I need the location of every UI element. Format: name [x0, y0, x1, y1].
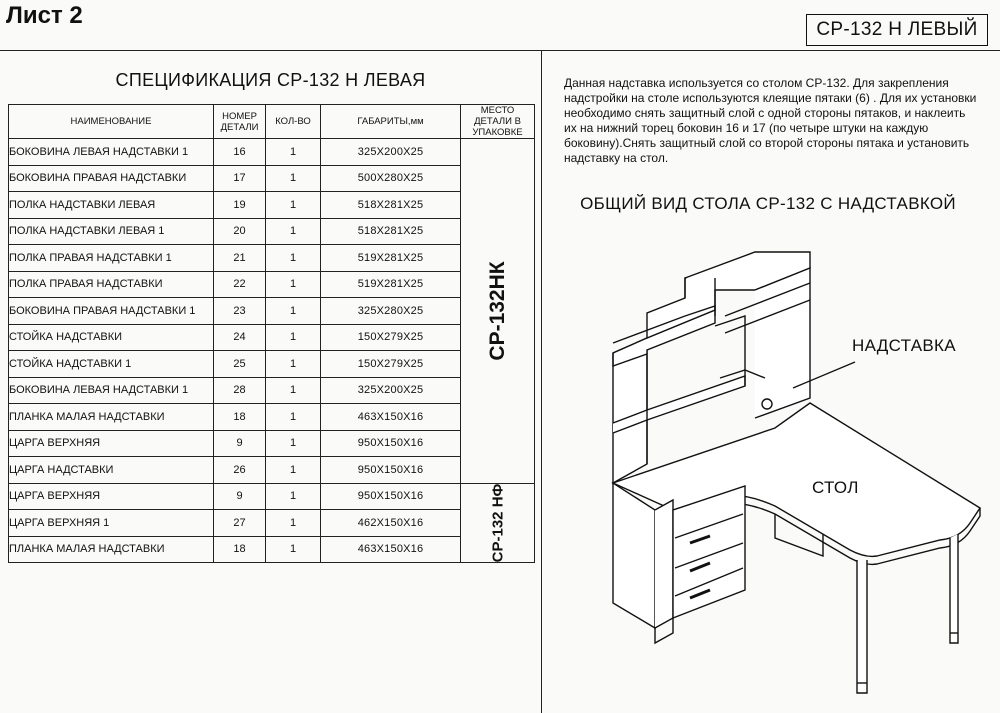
- cell-name: ПОЛКА ПРАВАЯ НАДСТАВКИ 1: [9, 245, 214, 272]
- cell-qty: 1: [266, 324, 321, 351]
- cell-name: БОКОВИНА ПРАВАЯ НАДСТАВКИ 1: [9, 298, 214, 325]
- cell-num: 18: [214, 404, 266, 431]
- cell-dims: 150Х279Х25: [321, 324, 461, 351]
- cell-dims: 463Х150Х16: [321, 536, 461, 563]
- cell-num: 22: [214, 271, 266, 298]
- cell-qty: 1: [266, 351, 321, 378]
- hutch-leader: [793, 362, 855, 388]
- cell-dims: 325Х200Х25: [321, 377, 461, 404]
- cell-name: БОКОВИНА ПРАВАЯ НАДСТАВКИ: [9, 165, 214, 192]
- label-hutch: НАДСТАВКА: [852, 336, 956, 355]
- cell-dims: 950Х150Х16: [321, 430, 461, 457]
- cell-dims: 519Х281Х25: [321, 271, 461, 298]
- cell-num: 17: [214, 165, 266, 192]
- cell-dims: 325Х200Х25: [321, 139, 461, 166]
- cell-name: ПОЛКА НАДСТАВКИ ЛЕВАЯ: [9, 192, 214, 219]
- cell-name: ПОЛКА ПРАВАЯ НАДСТАВКИ: [9, 271, 214, 298]
- cell-qty: 1: [266, 377, 321, 404]
- cell-dims: 950Х150Х16: [321, 483, 461, 510]
- cell-qty: 1: [266, 218, 321, 245]
- cell-num: 21: [214, 245, 266, 272]
- cell-num: 16: [214, 139, 266, 166]
- col-name-header: НАИМЕНОВАНИЕ: [9, 105, 214, 139]
- cell-dims: 519Х281Х25: [321, 245, 461, 272]
- cell-qty: 1: [266, 192, 321, 219]
- cell-dims: 518Х281Х25: [321, 192, 461, 219]
- cell-name: ПЛАНКА МАЛАЯ НАДСТАВКИ: [9, 404, 214, 431]
- cell-name: ПОЛКА НАДСТАВКИ ЛЕВАЯ 1: [9, 218, 214, 245]
- cell-dims: 463Х150Х16: [321, 404, 461, 431]
- cell-qty: 1: [266, 510, 321, 537]
- cell-qty: 1: [266, 271, 321, 298]
- cell-dims: 500Х280Х25: [321, 165, 461, 192]
- cell-name: ЦАРГА ВЕРХНЯЯ: [9, 430, 214, 457]
- cell-qty: 1: [266, 298, 321, 325]
- cell-qty: 1: [266, 165, 321, 192]
- view-title: ОБЩИЙ ВИД СТОЛА СР-132 С НАДСТАВКОЙ: [580, 194, 956, 213]
- cell-name: ЦАРГА ВЕРХНЯЯ 1: [9, 510, 214, 537]
- col-qty-header: КОЛ-ВО: [266, 105, 321, 139]
- cell-name: СТОЙКА НАДСТАВКИ: [9, 324, 214, 351]
- cell-num: 19: [214, 192, 266, 219]
- cell-qty: 1: [266, 483, 321, 510]
- cell-num: 9: [214, 430, 266, 457]
- spec-title: СПЕЦИФИКАЦИЯ СР-132 Н ЛЕВАЯ: [115, 70, 426, 90]
- cell-dims: 462Х150Х16: [321, 510, 461, 537]
- cell-qty: 1: [266, 430, 321, 457]
- cell-dims: 950Х150Х16: [321, 457, 461, 484]
- col-num-header: НОМЕР ДЕТАЛИ: [214, 105, 266, 139]
- col-pack-header: МЕСТО ДЕТАЛИ В УПАКОВКЕ: [461, 105, 535, 139]
- cell-dims: 518Х281Х25: [321, 218, 461, 245]
- cell-dims: 150Х279Х25: [321, 351, 461, 378]
- cell-num: 27: [214, 510, 266, 537]
- cell-name: БОКОВИНА ЛЕВАЯ НАДСТАВКИ 1: [9, 139, 214, 166]
- cell-qty: 1: [266, 536, 321, 563]
- cell-qty: 1: [266, 245, 321, 272]
- cell-qty: 1: [266, 404, 321, 431]
- cell-num: 26: [214, 457, 266, 484]
- cell-num: 9: [214, 483, 266, 510]
- cell-name: СТОЙКА НАДСТАВКИ 1: [9, 351, 214, 378]
- assembly-note: Данная надставка используется со столом СР-132. Для закрепления надстройки на столе используются клеящие пятаки (6) . Для их установки необходимо снять защитный слой с одной стороны пятаков, и наклеить их на нижний торец боковин 16 и 17 (по четыре штуки на каждую боковину).Снять защитный слой со второй стороны пятака и установить надставку на стол.: [564, 76, 977, 165]
- cell-num: 24: [214, 324, 266, 351]
- cell-name: ЦАРГА ВЕРХНЯЯ: [9, 483, 214, 510]
- cell-name: ЦАРГА НАДСТАВКИ: [9, 457, 214, 484]
- pack-group-label: СР-132 НФ: [489, 483, 506, 563]
- label-desk: СТОЛ: [812, 478, 859, 497]
- cell-num: 20: [214, 218, 266, 245]
- pack-group-label: СР-132НК: [485, 261, 509, 361]
- cell-num: 28: [214, 377, 266, 404]
- sheet-label: Лист 2: [6, 2, 83, 29]
- col-dims-header: ГАБАРИТЫ,мм: [321, 105, 461, 139]
- cell-num: 25: [214, 351, 266, 378]
- cell-qty: 1: [266, 139, 321, 166]
- cell-dims: 325Х280Х25: [321, 298, 461, 325]
- cell-num: 18: [214, 536, 266, 563]
- cell-qty: 1: [266, 457, 321, 484]
- cell-name: ПЛАНКА МАЛАЯ НАДСТАВКИ: [9, 536, 214, 563]
- cell-name: БОКОВИНА ЛЕВАЯ НАДСТАВКИ 1: [9, 377, 214, 404]
- cell-num: 23: [214, 298, 266, 325]
- model-label-box: СР-132 Н ЛЕВЫЙ: [806, 14, 988, 46]
